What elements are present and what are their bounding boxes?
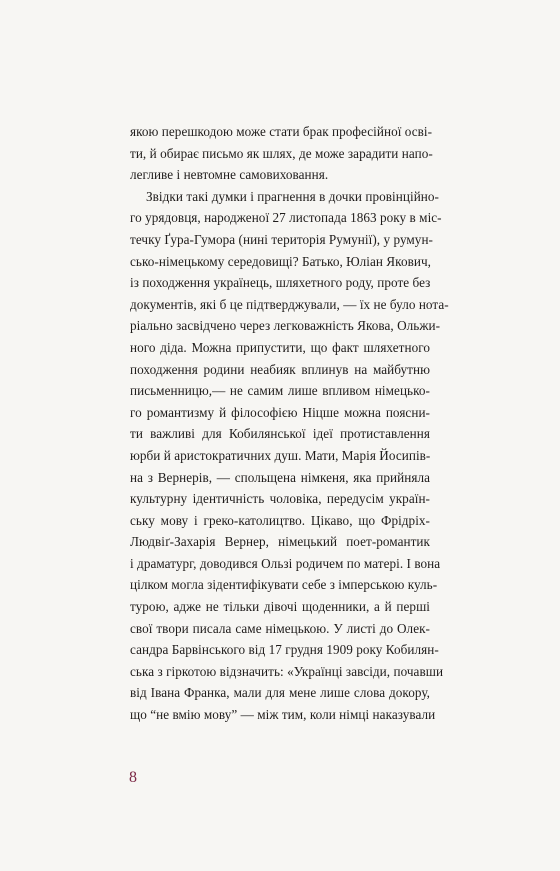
- text-line: і драматург, доводився Ользі родичем по матері. І вона: [130, 555, 441, 571]
- text-line: письменницю,— не самим лише впливом німецько-: [130, 383, 430, 399]
- text-line: ти, й обирає письмо як шлях, де може зарадити напо-: [130, 145, 433, 161]
- text-line: Звідки такі думки і прагнення в дочки провінційно-: [146, 188, 440, 204]
- text-line: течку Ґура-Гумора (нині територія Румунії), у румун-: [130, 231, 433, 247]
- text-line: ську мову і греко-католицтво. Цікаво, що Фрідріх-: [130, 512, 430, 528]
- text-line: походження родини неабияк вплинув на майбутню: [130, 361, 430, 377]
- text-line: цілком могла зідентифікувати себе з імперською куль-: [130, 577, 438, 593]
- text-line: турою, адже не тільки дівочі щоденники, а й перші: [130, 599, 430, 615]
- text-line: юрби й аристократичних душ. Мати, Марія Йосипів-: [130, 447, 431, 463]
- text-line: го романтизму й філософією Ніцше можна поясни-: [130, 404, 430, 420]
- text-line: Людвіґ-Захарія Вернер, німецький поет-романтик: [130, 534, 430, 550]
- text-line: ного діда. Можна припустити, що факт шляхетного: [130, 339, 430, 355]
- paragraph-1: [130, 121, 433, 186]
- text-line: легливе і невтомне самовиховання.: [130, 167, 329, 183]
- body-text: [130, 121, 449, 726]
- text-line: свої твори писала саме німецькою. У листі до Олек-: [130, 620, 430, 636]
- text-line: сандра Барвінського від 17 грудня 1909 року Кобилян-: [130, 642, 439, 658]
- text-line: ріально засвідчено через легковажність Якова, Ольжи-: [130, 318, 441, 334]
- text-line: на з Вернерів, — спольщена німкеня, яка прийняла: [130, 469, 430, 485]
- text-line: від Івана Франка, мали для мене лише слова докору,: [130, 685, 430, 701]
- paragraph-2: [130, 186, 449, 726]
- text-line: ти важливі для Кобилянської ідеї протиставлення: [130, 426, 430, 442]
- text-line: із походження українець, шляхетного роду, проте без: [130, 275, 431, 291]
- text-line: якою перешкодою може стати брак професійної осві-: [130, 124, 433, 139]
- page-number: 8: [129, 769, 137, 786]
- text-line: сько-німецькому середовищі? Батько, Юліан Якович,: [130, 253, 431, 269]
- text-line: що “не вмію мову” — між тим, коли німці наказували: [130, 707, 436, 723]
- text-line: ська з гіркотою відзначить: «Українці завсіди, почавши: [130, 663, 444, 679]
- text-line: документів, які б це підтверджували, — їх не було нота-: [130, 296, 449, 312]
- text-line: го урядовця, народженої 27 листопада 1863 року в міс-: [130, 210, 442, 226]
- text-line: культурну ідентичність чоловіка, передусім україн-: [130, 491, 430, 507]
